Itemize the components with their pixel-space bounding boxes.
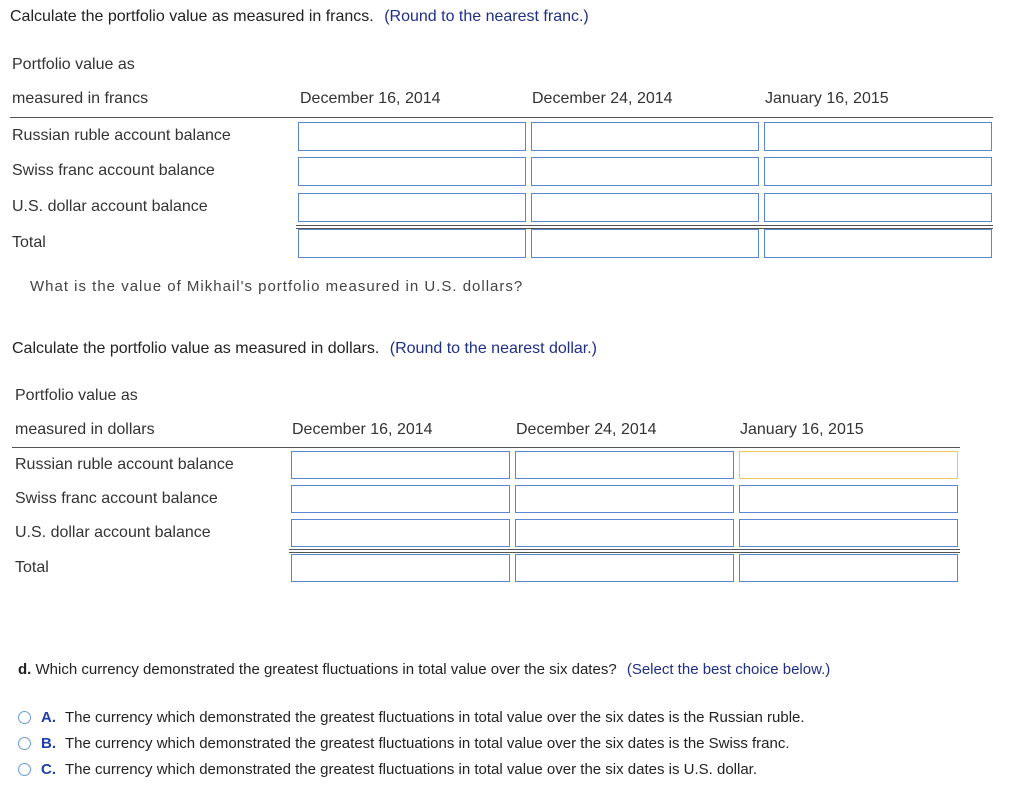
dollars-row-ruble: Russian ruble account balance (15, 456, 234, 473)
dollars-dollar-jan16-input[interactable] (739, 519, 958, 547)
option-c-text: The currency which demonstrated the greatest fluctuations in total value over the six dates is U.S. dollar. (65, 761, 758, 778)
francs-hint: (Round to the nearest franc.) (384, 8, 589, 25)
dollars-hint: (Round to the nearest dollar.) (389, 340, 597, 357)
question-d (18, 661, 830, 678)
francs-dollar-dec24-input[interactable] (531, 193, 759, 222)
francs-total-jan16-input[interactable] (764, 229, 992, 258)
francs-header-rule (10, 117, 993, 118)
dollars-col-jan16: January 16, 2015 (740, 421, 864, 438)
dollars-total-dec24-input[interactable] (515, 554, 734, 582)
francs-row-franc: Swiss franc account balance (12, 162, 215, 179)
dollars-franc-dec24-input[interactable] (515, 485, 734, 513)
option-b-text: The currency which demonstrated the greatest fluctuations in total value over the six dates is the Swiss franc. (65, 735, 790, 752)
option-a[interactable] (18, 709, 805, 726)
option-a-text: The currency which demonstrated the greatest fluctuations in total value over the six dates is the Russian ruble. (65, 709, 805, 726)
option-c-radio[interactable] (18, 763, 31, 776)
dollars-question (12, 340, 597, 358)
francs-row-ruble: Russian ruble account balance (12, 127, 231, 144)
dollars-ruble-dec16-input[interactable] (291, 451, 510, 479)
dollars-franc-dec16-input[interactable] (291, 485, 510, 513)
francs-question (10, 8, 589, 26)
francs-franc-jan16-input[interactable] (764, 157, 992, 186)
dollars-header-rule (12, 447, 960, 448)
option-a-letter: A. (41, 709, 56, 726)
francs-ruble-dec16-input[interactable] (298, 122, 526, 151)
dollars-header-line1: Portfolio value as (15, 387, 138, 404)
francs-dollar-dec16-input[interactable] (298, 193, 526, 222)
dollars-row-total: Total (15, 559, 49, 576)
francs-prompt: Calculate the portfolio value as measured in francs. (10, 8, 374, 25)
francs-header-line1: Portfolio value as (12, 56, 135, 73)
option-c-letter: C. (41, 761, 56, 778)
francs-col-dec24: December 24, 2014 (532, 90, 673, 107)
francs-row-dollar: U.S. dollar account balance (12, 198, 208, 215)
francs-ruble-jan16-input[interactable] (764, 122, 992, 151)
option-b-letter: B. (41, 735, 56, 752)
francs-franc-dec24-input[interactable] (531, 157, 759, 186)
dollars-total-dec16-input[interactable] (291, 554, 510, 582)
dollars-col-dec24: December 24, 2014 (516, 421, 657, 438)
dollars-ruble-dec24-input[interactable] (515, 451, 734, 479)
clipped-question-text: What is the value of Mikhail's portfolio measured in U.S. dollars? (30, 278, 524, 295)
francs-total-dec24-input[interactable] (531, 229, 759, 258)
dollars-prompt: Calculate the portfolio value as measured in dollars. (12, 340, 380, 357)
francs-row-total: Total (12, 234, 46, 251)
question-d-label: d. (18, 661, 32, 678)
dollars-header-line2: measured in dollars (15, 421, 155, 438)
clipped-question (30, 278, 590, 296)
dollars-col-dec16: December 16, 2014 (292, 421, 433, 438)
francs-franc-dec16-input[interactable] (298, 157, 526, 186)
option-c[interactable] (18, 761, 757, 778)
francs-header-line2: measured in francs (12, 90, 149, 107)
dollars-dollar-dec16-input[interactable] (291, 519, 510, 547)
francs-dollar-jan16-input[interactable] (764, 193, 992, 222)
dollars-ruble-jan16-input[interactable] (739, 451, 958, 479)
francs-col-dec16: December 16, 2014 (300, 90, 441, 107)
dollars-row-franc: Swiss franc account balance (15, 490, 218, 507)
option-b-radio[interactable] (18, 737, 31, 750)
dollars-franc-jan16-input[interactable] (739, 485, 958, 513)
francs-col-jan16: January 16, 2015 (765, 90, 889, 107)
francs-ruble-dec24-input[interactable] (531, 122, 759, 151)
question-d-prompt: Which currency demonstrated the greatest fluctuations in total value over the six dates? (35, 661, 617, 678)
option-a-radio[interactable] (18, 711, 31, 724)
dollars-total-jan16-input[interactable] (739, 554, 958, 582)
option-b[interactable] (18, 735, 790, 752)
dollars-row-dollar: U.S. dollar account balance (15, 524, 211, 541)
dollars-dollar-dec24-input[interactable] (515, 519, 734, 547)
question-d-hint: (Select the best choice below.) (626, 661, 831, 678)
dollars-total-rule (289, 549, 960, 553)
francs-total-dec16-input[interactable] (298, 229, 526, 258)
